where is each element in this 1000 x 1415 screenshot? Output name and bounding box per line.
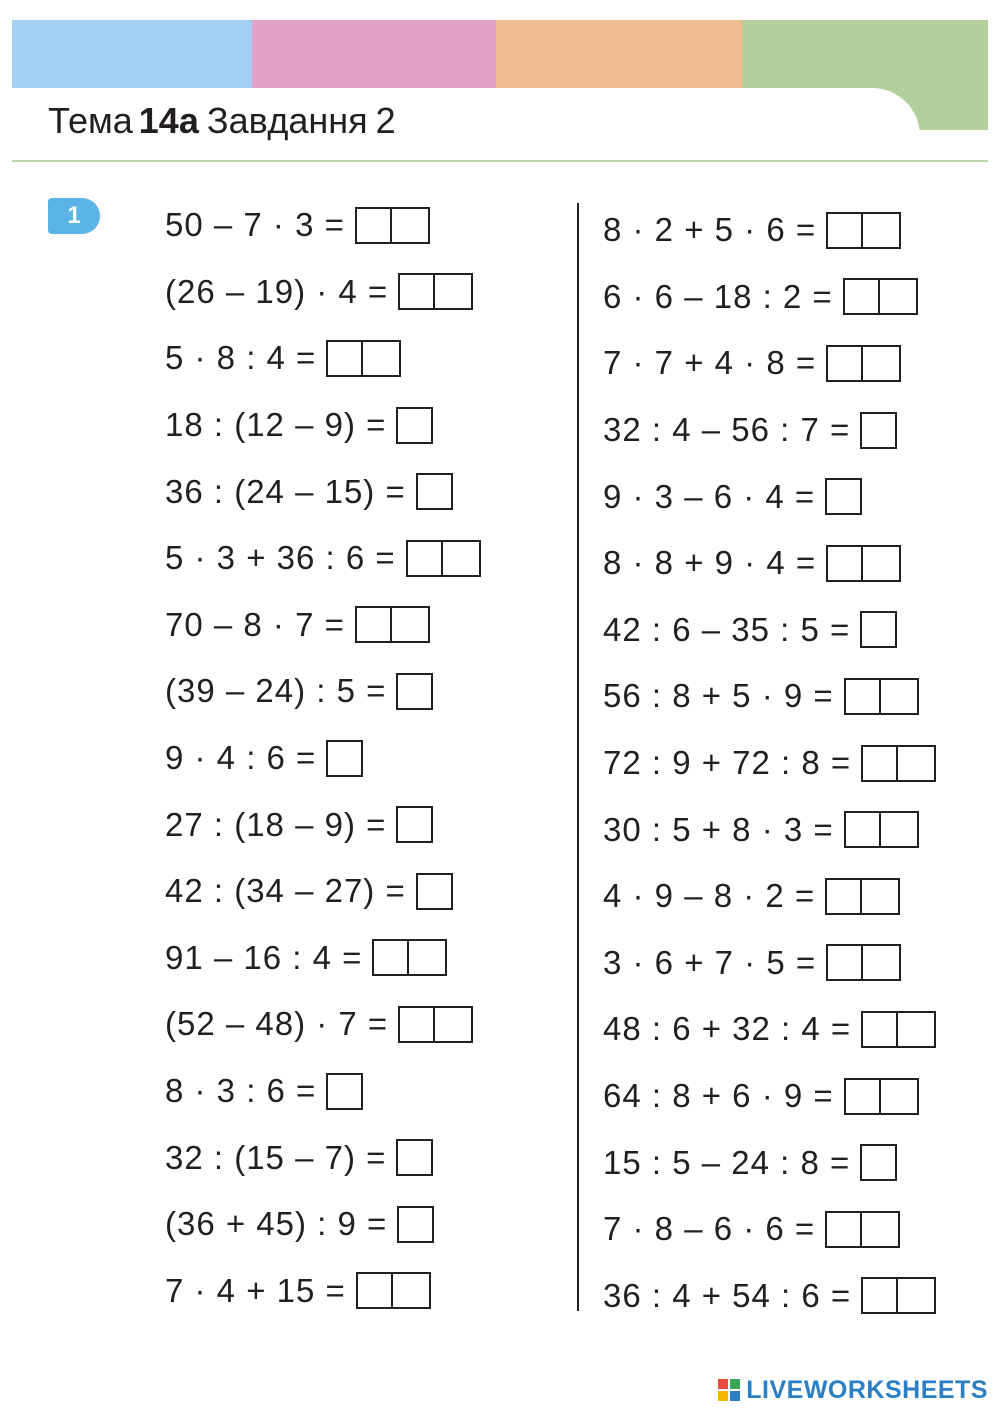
exercise-row <box>165 325 481 392</box>
exercise-expression: 30 : 5 + 8 · 3 = <box>603 810 834 848</box>
answer-field[interactable] <box>825 478 862 515</box>
answer-digit-box[interactable] <box>409 939 447 976</box>
answer-field[interactable] <box>826 212 901 249</box>
answer-digit-box[interactable] <box>416 873 453 910</box>
task-number-badge: 1 <box>48 198 100 234</box>
answer-digit-box[interactable] <box>826 545 863 582</box>
exercise-expression: 27 : (18 – 9) = <box>165 805 387 843</box>
answer-digit-box[interactable] <box>326 340 363 377</box>
exercise-expression: 91 – 16 : 4 = <box>165 938 363 976</box>
exercise-row <box>603 1196 936 1263</box>
answer-digit-box[interactable] <box>825 478 862 515</box>
exercise-row <box>603 1129 936 1196</box>
answer-digit-box[interactable] <box>396 1139 433 1176</box>
exercise-row <box>165 991 481 1058</box>
answer-field[interactable] <box>861 745 936 782</box>
answer-digit-box[interactable] <box>860 611 897 648</box>
answer-field[interactable] <box>860 611 897 648</box>
answer-digit-box[interactable] <box>397 1206 434 1243</box>
column-divider <box>577 203 579 1311</box>
exercise-expression: 15 : 5 – 24 : 8 = <box>603 1143 851 1181</box>
answer-digit-box[interactable] <box>326 1073 363 1110</box>
exercise-row <box>165 925 481 992</box>
exercise-expression: 50 – 7 · 3 = <box>165 206 345 244</box>
right-exercise-column <box>603 197 936 1329</box>
answer-digit-box[interactable] <box>861 1277 898 1314</box>
logo-square <box>730 1391 740 1401</box>
exercise-row <box>165 791 481 858</box>
exercise-expression: 7 · 7 + 4 · 8 = <box>603 344 817 382</box>
answer-digit-box[interactable] <box>355 207 392 244</box>
answer-digit-box[interactable] <box>880 278 918 315</box>
exercise-expression: (26 – 19) · 4 = <box>165 272 389 310</box>
answer-digit-box[interactable] <box>398 273 435 310</box>
page-title <box>48 100 396 152</box>
answer-field[interactable] <box>860 412 897 449</box>
exercise-expression: 9 · 3 – 6 · 4 = <box>603 477 816 515</box>
answer-field[interactable] <box>406 540 481 577</box>
answer-digit-box[interactable] <box>861 745 898 782</box>
answer-digit-box[interactable] <box>860 412 897 449</box>
exercise-expression: 42 : 6 – 35 : 5 = <box>603 610 851 648</box>
answer-field[interactable] <box>396 407 433 444</box>
exercise-expression: 32 : 4 – 56 : 7 = <box>603 411 851 449</box>
exercise-expression: 70 – 8 · 7 = <box>165 605 345 643</box>
answer-digit-box[interactable] <box>825 1211 862 1248</box>
answer-digit-box[interactable] <box>398 1006 435 1043</box>
answer-field[interactable] <box>326 340 401 377</box>
exercise-row <box>603 663 936 730</box>
exercise-row <box>165 525 481 592</box>
answer-digit-box[interactable] <box>863 345 901 382</box>
exercise-row <box>603 730 936 797</box>
answer-field[interactable] <box>326 1073 363 1110</box>
exercise-row <box>603 397 936 464</box>
exercise-row <box>603 930 936 997</box>
answer-digit-box[interactable] <box>392 606 430 643</box>
liveworksheets-logo-icon <box>718 1379 740 1401</box>
answer-field[interactable] <box>372 939 447 976</box>
answer-digit-box[interactable] <box>356 1272 393 1309</box>
answer-field[interactable] <box>356 1272 431 1309</box>
answer-field[interactable] <box>844 811 919 848</box>
logo-square <box>718 1391 728 1401</box>
answer-digit-box[interactable] <box>372 939 409 976</box>
liveworksheets-brand: LIVEWORKSHEETS <box>746 1375 988 1404</box>
answer-digit-box[interactable] <box>898 1011 936 1048</box>
title-topic-number: 14 <box>138 100 179 141</box>
title-topic-letter: а <box>178 100 199 141</box>
exercise-expression: (52 – 48) · 7 = <box>165 1005 389 1043</box>
exercise-row <box>603 530 936 597</box>
exercise-expression: 72 : 9 + 72 : 8 = <box>603 744 852 782</box>
answer-digit-box[interactable] <box>826 345 863 382</box>
answer-digit-box[interactable] <box>443 540 481 577</box>
answer-digit-box[interactable] <box>862 1211 900 1248</box>
title-task-number: 2 <box>375 100 396 141</box>
answer-digit-box[interactable] <box>898 1277 936 1314</box>
exercise-row <box>603 1263 936 1330</box>
exercise-row <box>603 1063 936 1130</box>
exercise-row <box>603 597 936 664</box>
answer-digit-box[interactable] <box>393 1272 431 1309</box>
answer-field[interactable] <box>826 944 901 981</box>
header-color-bar-blue <box>12 20 252 88</box>
answer-field[interactable] <box>844 1078 919 1115</box>
exercise-expression: 8 · 8 + 9 · 4 = <box>603 544 817 582</box>
exercise-row <box>165 259 481 326</box>
answer-field[interactable] <box>844 678 919 715</box>
answer-digit-box[interactable] <box>392 207 430 244</box>
exercise-row <box>603 796 936 863</box>
answer-digit-box[interactable] <box>363 340 401 377</box>
answer-digit-box[interactable] <box>355 606 392 643</box>
answer-digit-box[interactable] <box>406 540 443 577</box>
exercise-row <box>603 463 936 530</box>
answer-field[interactable] <box>396 673 433 710</box>
exercise-expression: 36 : 4 + 54 : 6 = <box>603 1276 852 1314</box>
answer-field[interactable] <box>826 345 901 382</box>
exercise-row <box>165 458 481 525</box>
exercise-row <box>603 197 936 264</box>
logo-square <box>718 1379 728 1389</box>
answer-field[interactable] <box>416 873 453 910</box>
answer-field[interactable] <box>861 1277 936 1314</box>
answer-digit-box[interactable] <box>861 1011 898 1048</box>
exercise-row <box>165 1258 481 1325</box>
exercise-expression: 8 · 3 : 6 = <box>165 1072 317 1110</box>
exercise-row <box>165 392 481 459</box>
exercise-row <box>165 192 481 259</box>
exercise-row <box>165 1124 481 1191</box>
exercise-expression: 4 · 9 – 8 · 2 = <box>603 877 816 915</box>
exercise-expression: 9 · 4 : 6 = <box>165 739 317 777</box>
exercise-row <box>165 858 481 925</box>
answer-field[interactable] <box>396 806 433 843</box>
exercise-expression: 8 · 2 + 5 · 6 = <box>603 211 817 249</box>
exercise-row <box>603 863 936 930</box>
answer-digit-box[interactable] <box>844 678 881 715</box>
title-task-word: Завдання <box>206 100 368 141</box>
exercise-expression: 3 · 6 + 7 · 5 = <box>603 943 817 981</box>
answer-digit-box[interactable] <box>396 673 433 710</box>
answer-field[interactable] <box>355 606 430 643</box>
answer-digit-box[interactable] <box>881 678 919 715</box>
answer-digit-box[interactable] <box>863 944 901 981</box>
left-exercise-column <box>165 192 481 1324</box>
answer-digit-box[interactable] <box>862 878 900 915</box>
exercise-expression: 42 : (34 – 27) = <box>165 872 406 910</box>
answer-digit-box[interactable] <box>826 212 863 249</box>
answer-field[interactable] <box>398 1006 473 1043</box>
answer-digit-box[interactable] <box>881 1078 919 1115</box>
answer-field[interactable] <box>825 1211 900 1248</box>
title-topic-word: Тема <box>48 100 133 141</box>
answer-digit-box[interactable] <box>898 745 936 782</box>
answer-field[interactable] <box>843 278 918 315</box>
answer-field[interactable] <box>825 878 900 915</box>
header-color-bar-pink <box>252 20 496 88</box>
exercise-expression: 7 · 4 + 15 = <box>165 1271 346 1309</box>
exercise-row <box>165 1058 481 1125</box>
answer-digit-box[interactable] <box>435 273 473 310</box>
header-rule <box>12 160 988 162</box>
answer-field[interactable] <box>416 473 453 510</box>
answer-digit-box[interactable] <box>881 811 919 848</box>
answer-field[interactable] <box>396 1139 433 1176</box>
answer-digit-box[interactable] <box>826 944 863 981</box>
answer-digit-box[interactable] <box>843 278 880 315</box>
answer-field[interactable] <box>398 273 473 310</box>
answer-digit-box[interactable] <box>844 811 881 848</box>
answer-field[interactable] <box>860 1144 897 1181</box>
answer-field[interactable] <box>355 207 430 244</box>
answer-field[interactable] <box>826 545 901 582</box>
exercise-expression: 18 : (12 – 9) = <box>165 406 387 444</box>
answer-digit-box[interactable] <box>863 545 901 582</box>
answer-digit-box[interactable] <box>825 878 862 915</box>
answer-digit-box[interactable] <box>860 1144 897 1181</box>
exercise-row <box>603 996 936 1063</box>
exercise-row <box>603 330 936 397</box>
exercise-row <box>165 1191 481 1258</box>
answer-field[interactable] <box>326 740 363 777</box>
exercise-expression: 48 : 6 + 32 : 4 = <box>603 1010 852 1048</box>
exercise-expression: 32 : (15 – 7) = <box>165 1138 387 1176</box>
exercise-row <box>603 264 936 331</box>
exercise-expression: (39 – 24) : 5 = <box>165 672 387 710</box>
exercise-expression: 36 : (24 – 15) = <box>165 472 406 510</box>
exercise-expression: 6 · 6 – 18 : 2 = <box>603 277 833 315</box>
answer-digit-box[interactable] <box>416 473 453 510</box>
answer-digit-box[interactable] <box>435 1006 473 1043</box>
exercise-expression: 56 : 8 + 5 · 9 = <box>603 677 834 715</box>
header-color-bar-orange <box>496 20 742 88</box>
exercise-expression: 5 · 8 : 4 = <box>165 339 317 377</box>
exercise-expression: 7 · 8 – 6 · 6 = <box>603 1210 816 1248</box>
liveworksheets-footer <box>718 1375 988 1405</box>
answer-digit-box[interactable] <box>396 806 433 843</box>
exercise-expression: 64 : 8 + 6 · 9 = <box>603 1077 834 1115</box>
answer-digit-box[interactable] <box>863 212 901 249</box>
answer-digit-box[interactable] <box>396 407 433 444</box>
exercise-row <box>165 725 481 792</box>
answer-digit-box[interactable] <box>844 1078 881 1115</box>
answer-field[interactable] <box>397 1206 434 1243</box>
logo-square <box>730 1379 740 1389</box>
exercise-expression: (36 + 45) : 9 = <box>165 1205 388 1243</box>
answer-digit-box[interactable] <box>326 740 363 777</box>
exercise-row <box>165 592 481 659</box>
exercise-expression: 5 · 3 + 36 : 6 = <box>165 539 396 577</box>
exercise-row <box>165 658 481 725</box>
answer-field[interactable] <box>861 1011 936 1048</box>
